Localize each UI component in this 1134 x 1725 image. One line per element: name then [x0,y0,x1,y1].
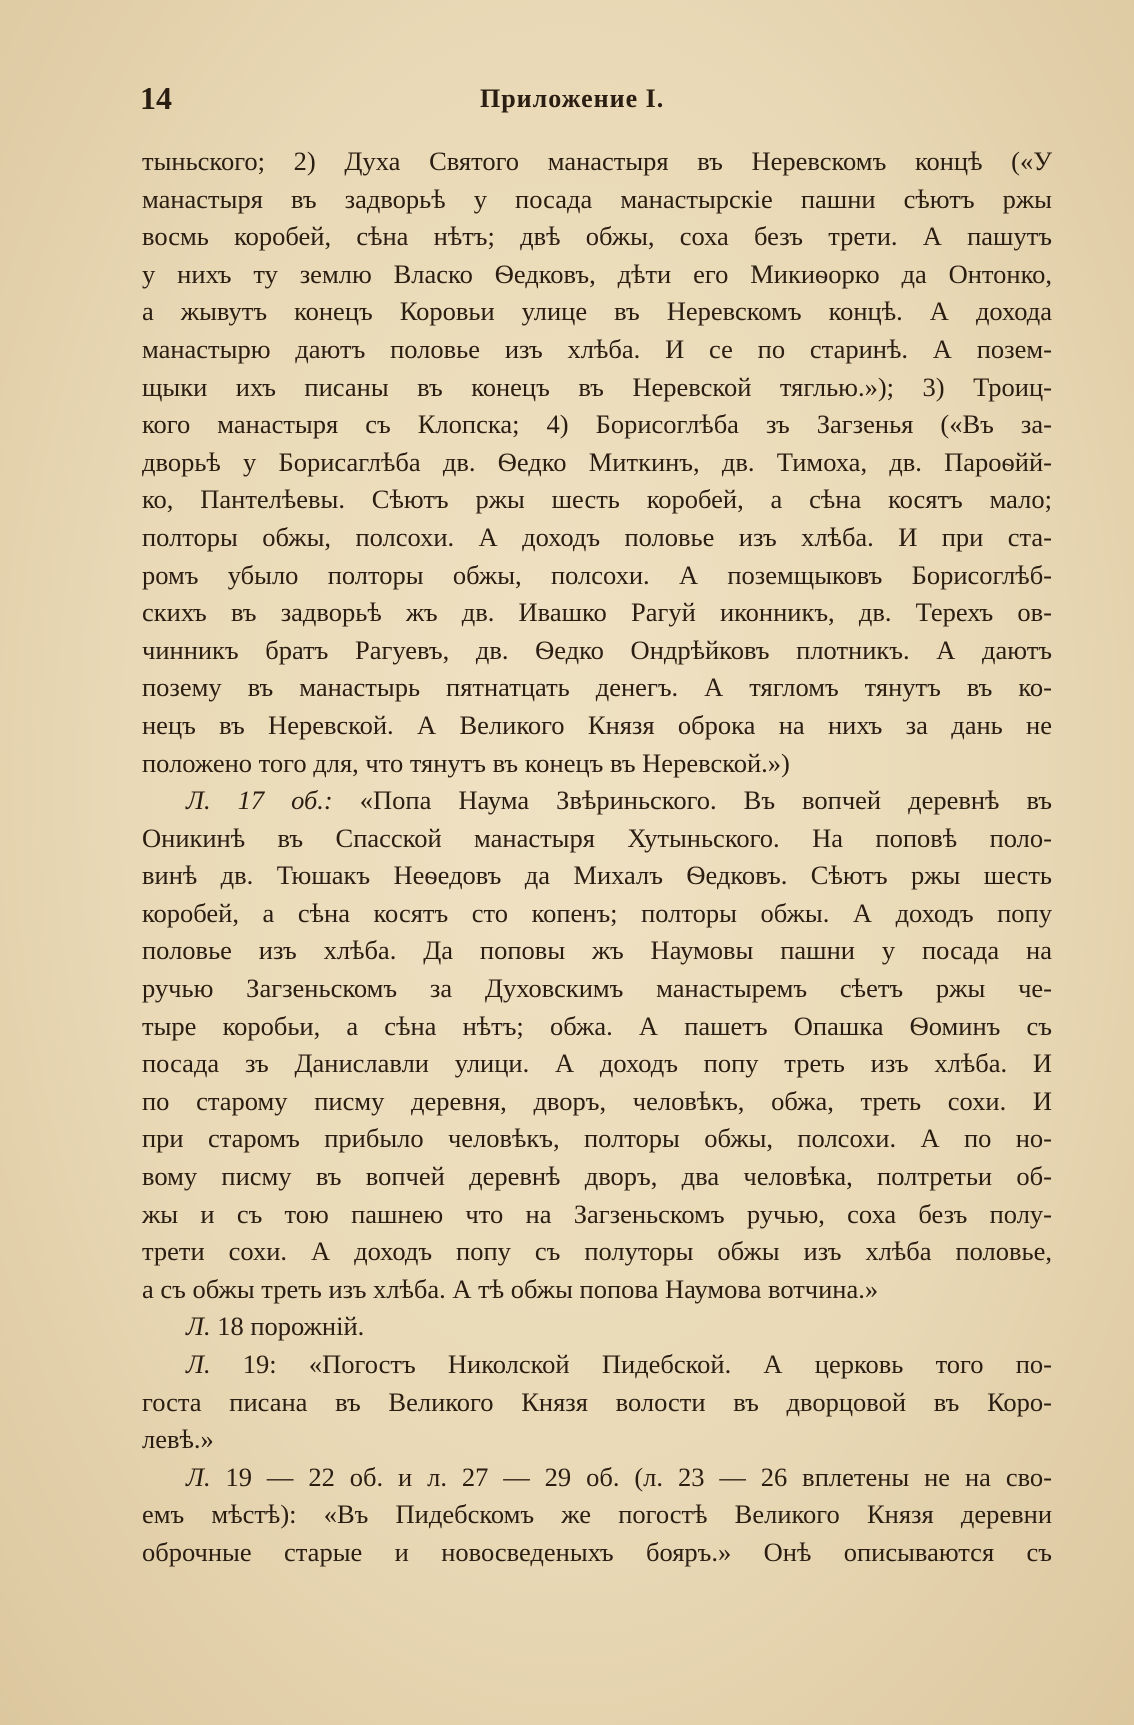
text-line [142,369,1052,407]
line-text: половье изъ хлѣба. Да поповы жъ Наумовы пашни у посада на [142,935,1052,966]
line-text: манастырю даютъ половье изъ хлѣба. И се по старинѣ. А позем- [142,333,1052,364]
line-text: 18 порожній. [210,1311,365,1342]
page-number: 14 [140,80,172,116]
text-line [142,932,1052,970]
body-text [142,143,1052,1572]
line-text: тыре коробьи, а сѣна нѣтъ; обжа. А пашетъ Опашка Ѳоминъ съ [142,1010,1052,1041]
text-line [142,895,1052,933]
text-line [142,406,1052,444]
text-line [142,1384,1052,1422]
line-text: нецъ въ Неревской. А Великого Князя оброка на нихъ за дань не [142,709,1052,740]
text-line [142,331,1052,369]
line-text: кого манастыря съ Клопска; 4) Борисоглѣба зъ Загзенья («Въ за- [142,409,1052,440]
line-text: скихъ въ задворьѣ жъ дв. Ивашко Рагуй иконникъ, дв. Терехъ ов- [142,597,1052,628]
line-text: щыки ихъ писаны въ конецъ въ Неревской тяглью.»); 3) Троиц- [142,371,1052,402]
line-text: левѣ.» [142,1424,214,1455]
text-line [142,1158,1052,1196]
folio-reference: Л. [186,1349,211,1379]
line-text: 19: «Погостъ Николской Пидебской. А церковь того по- [210,1349,1052,1379]
line-text: посада зъ Даниславли улици. А доходъ попу треть изъ хлѣба. И [142,1048,1052,1079]
line-text: положено того для, что тянутъ въ конецъ въ Неревской.») [142,747,790,778]
line-text: ко, Пантелѣевы. Сѣютъ ржы шесть коробей, а сѣна косятъ мало; [142,484,1052,515]
text-line [142,707,1052,745]
text-line [142,1496,1052,1534]
text-line [142,594,1052,632]
text-line [142,1421,1052,1459]
text-line [142,632,1052,670]
line-text: трети сохи. А доходъ попу съ полуторы обжы изъ хлѣба половье, [142,1236,1052,1267]
folio-reference: Л. [186,1461,211,1492]
line-text: тыньского; 2) Духа Святого манастыря въ Неревскомъ концѣ («У [142,146,1052,176]
text-line [142,669,1052,707]
line-text: чинникъ братъ Рагуевъ, дв. Ѳедко Ондрѣйковъ плотникъ. А даютъ [142,634,1052,665]
line-text: оброчные старые и новосведеныхъ бояръ.» Онѣ описываются съ [142,1536,1052,1567]
line-text: дворьѣ у Борисаглѣба дв. Ѳедко Миткинъ, дв. Тимоха, дв. Пароѳйй- [142,446,1052,477]
text-line [142,745,1052,783]
line-text: по старому писму деревня, дворъ, человѣкъ, обжа, треть сохи. И [142,1085,1052,1116]
text-line [142,1459,1052,1497]
text-line [142,782,1052,820]
text-line [142,1534,1052,1572]
text-line [142,1308,1052,1346]
text-line [142,293,1052,331]
text-line [142,444,1052,482]
text-line [142,1083,1052,1121]
text-line [142,218,1052,256]
line-text: ручью Загзеньскомъ за Духовскимъ манастыремъ сѣетъ ржы че- [142,973,1052,1004]
line-text: позему въ манастырь пятнатцать денегъ. А тягломъ тянутъ въ ко- [142,672,1052,703]
line-text: емъ мѣстѣ): «Въ Пидебскомъ же погостѣ Великого Князя деревни [142,1499,1052,1530]
text-line [142,557,1052,595]
line-text: манастыря въ задворьѣ у посада манастырскіе пашни сѣютъ ржы [142,183,1052,214]
line-text: полторы обжы, полсохи. А доходъ половье изъ хлѣба. И при ста- [142,521,1052,552]
text-line [142,1346,1052,1384]
line-text: «Попа Наума Звѣриньского. Въ вопчей деревнѣ въ [332,785,1052,816]
line-text: ромъ убыло полторы обжы, полсохи. А поземщыковъ Борисоглѣб- [142,559,1052,590]
text-line [142,143,1052,181]
text-line [142,970,1052,1008]
text-line [142,1271,1052,1309]
text-line [142,481,1052,519]
folio-reference: Л. 17 об.: [186,785,333,816]
text-line [142,519,1052,557]
line-text: Оникинѣ въ Спасской манастыря Хутыньского. На поповѣ поло- [142,822,1052,853]
line-text: восмь коробей, сѣна нѣтъ; двѣ обжы, соха безъ трети. А пашутъ [142,221,1052,252]
text-line [142,256,1052,294]
text-line [142,1045,1052,1083]
line-text: жы и съ тою пашнею что на Загзеньскомъ ручью, соха безъ полу- [142,1198,1052,1229]
folio-reference: Л. [186,1311,211,1342]
line-text: госта писана въ Великого Князя волости въ дворцовой въ Коро- [142,1386,1052,1417]
line-text: а жывутъ конецъ Коровьи улице въ Неревскомъ концѣ. А дохода [142,296,1052,327]
text-line [142,1008,1052,1046]
line-text: а съ обжы треть изъ хлѣба. А тѣ обжы попова Наумова вотчина.» [142,1273,879,1304]
text-line [142,1233,1052,1271]
line-text: 19 — 22 об. и л. 27 — 29 об. (л. 23 — 26 вплетены не на сво- [210,1461,1052,1492]
text-line [142,820,1052,858]
line-text: при старомъ прибыло человѣкъ, полторы обжы, полсохи. А по но- [142,1123,1052,1154]
page-header [140,80,1040,120]
line-text: у нихъ ту землю Власко Ѳедковъ, дѣти его Микиѳорко да Онтонко, [142,258,1052,289]
text-line [142,857,1052,895]
line-text: вому писму въ вопчей деревнѣ дворъ, два человѣка, полтретьи об- [142,1161,1052,1192]
text-line [142,181,1052,219]
line-text: коробей, а сѣна косятъ сто копенъ; полторы обжы. А доходъ попу [142,897,1052,928]
text-line [142,1196,1052,1234]
running-title: Приложение I. [480,84,665,113]
line-text: винѣ дв. Тюшакъ Неѳедовъ да Михалъ Ѳедковъ. Сѣютъ ржы шесть [142,860,1052,891]
text-line [142,1120,1052,1158]
